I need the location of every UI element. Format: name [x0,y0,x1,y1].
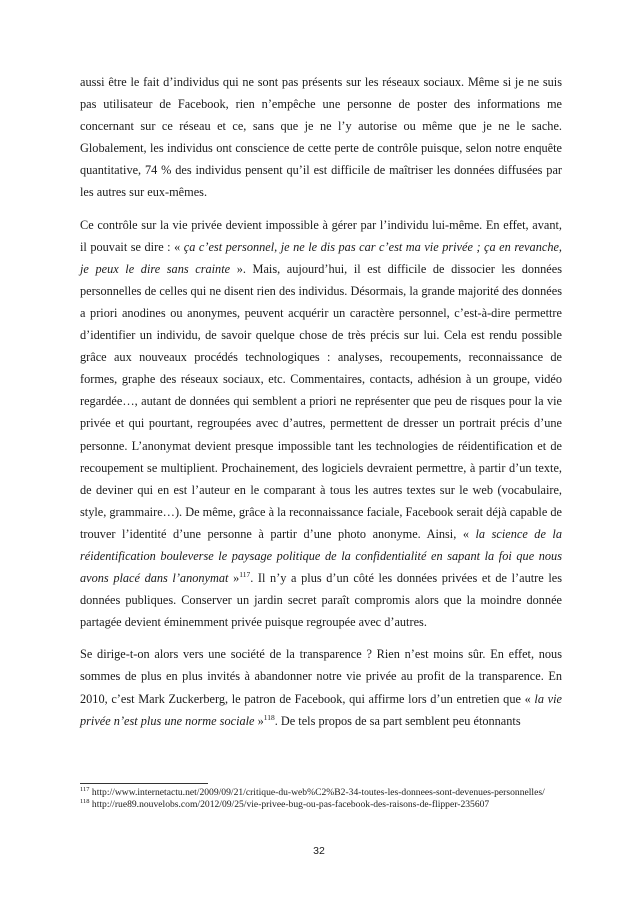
footnote-link[interactable]: http://rue89.nouvelobs.com/2012/09/25/vie-privee-bug-ou-pas-facebook-des-raisons-de-flipper-235607 [89,799,490,810]
footnote-link[interactable]: http://www.internetactu.net/2009/09/21/critique-du-web%C2%B2-34-toutes-les-donnees-sont-devenues-personnelles/ [89,787,545,798]
footnote-ref-118[interactable]: 118 [263,712,275,722]
footnote-118 [80,799,562,811]
italic-quote: la vie privée n’est plus une norme sociale [80,691,562,728]
text-run: ». Mais, aujourd’hui, il est difficile de dissocier les données personnelles de celles qui ne disent rien des individus. Désormais, la grande majorité des données a priori anodines ou anonymes, peuvent acquérir un caractère personnel, c’est-à-dire permettre d’identifier un individu, de savoir quelque chose de très précis sur lui. Cela est rendu possible grâce aux nouveaux procédés technologiques : analyses, recoupements, reconnaissance de formes, graphe des réseaux sociaux, etc. Commentaires, contacts, adhésion à un groupe, vidéo regardée…, autant de données qui semblent a priori ne représenter que peu de risques pour la vie privée et qui pourtant, regroupées avec d’autres, permettent de dresser un portrait précis d’une personne. L’anonymat devient presque impossible tant les technologies de réidentification et de recoupement se multiplient. Prochainement, des logiciels devraient permettre, à partir d’un texte, de deviner qui en est l’auteur en le comparant à tous les autres textes sur le web (vocabulaire, style, grammaire…). De même, grâce à la reconnaissance faciale, Facebook serait déjà capable de trouver l’identité d’une personne à partir d’une photo anonyme. Ainsi, « [80,261,562,541]
body-text [80,71,562,742]
footnote-117 [80,787,562,799]
footnote-number: 117 [80,785,90,793]
text-run: Se dirige-t-on alors vers une société de la transparence ? Rien n’est moins sûr. En effet, nous sommes de plus en plus invités à abandonner notre vie privée au profit de la transparence. En 2010, c’est Mark Zuckerberg, le patron de Facebook, qui affirme lors d’un entretien que « [80,647,562,706]
text-run: Ce contrôle sur la vie privée devient impossible à gérer par l’individu lui-même. En effet, avant, il pouvait se dire : « [80,217,562,254]
footnote-number: 118 [80,797,90,805]
footnotes [80,787,562,811]
text-run: . De tels propos de sa part semblent peu étonnants [274,713,521,728]
italic-quote: la science de la réidentification bouleverse le paysage politique de la confidentialité en sapant la foi que nous avons placé dans l’anonymat [80,526,562,586]
footnote-ref-117[interactable]: 117 [239,569,251,579]
paragraph-2 [80,214,562,634]
text-run: . Il n’y a plus d’un côté les données privées et de l’autre les données publiques. Conserver un jardin secret paraît compromis alors que la moindre donnée partagée devient éminemment privée puisque regroupée avec d’autres. [80,571,562,630]
page-number: 32 [313,845,325,857]
text-run: » [254,713,264,728]
italic-quote: ça c’est personnel, je ne le dis pas car c’est ma vie privée ; ça en revanche, je peux le dire sans crainte [80,239,562,276]
text-run: » [228,571,240,586]
text-run: aussi être le fait d’individus qui ne sont pas présents sur les réseaux sociaux. Même si je ne suis pas utilisateur de Facebook, rien n’empêche une personne de poster des informations me concernant sur ce réseau et ce, sans que je ne l’y autorise ou même que je ne le sache. Globalement, les individus ont conscience de cette perte de contrôle puisque, selon notre enquête quantitative, 74 % des individus pensent qu’il est difficile de maîtriser les données diffusées par les autres sur eux-mêmes. [80,75,562,200]
paragraph-1 [80,71,562,204]
paragraph-3 [80,643,562,731]
footnote-separator [80,783,208,784]
